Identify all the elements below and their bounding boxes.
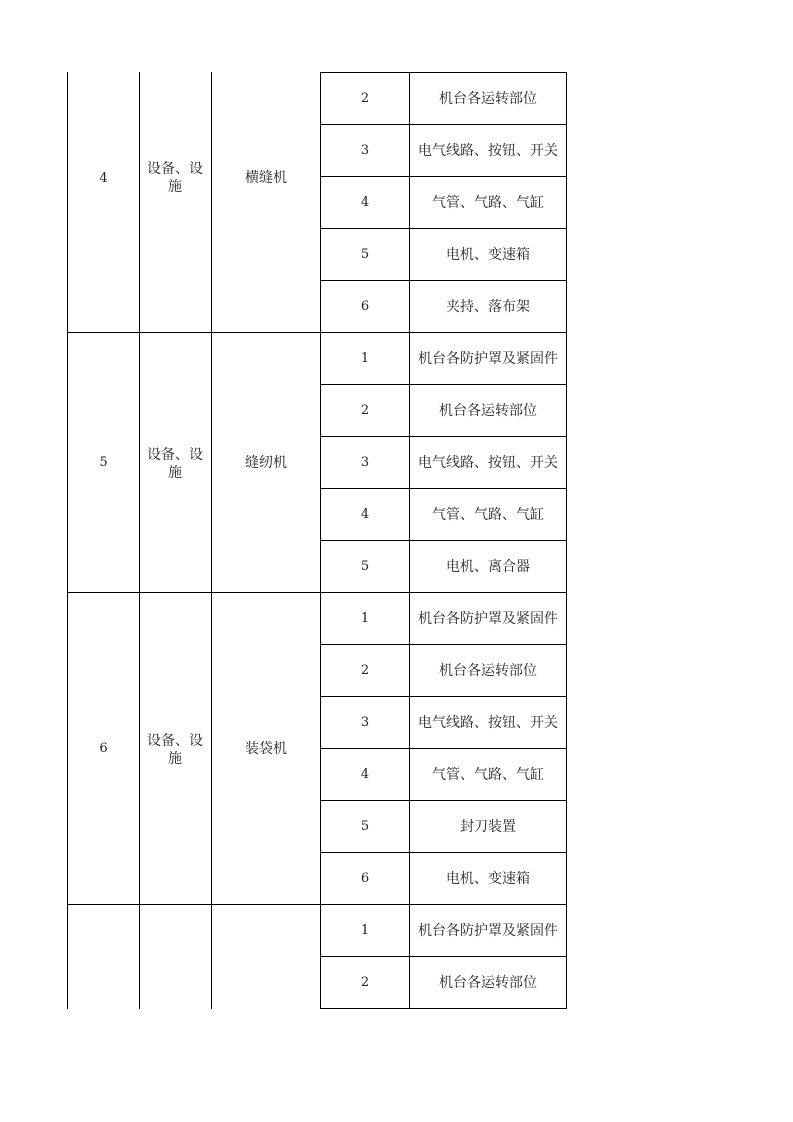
item-number: 5 [360,246,370,262]
item-name: 气管、气路、气缸 [432,194,544,211]
item-number: 2 [360,662,370,678]
item-name: 封刀装置 [460,818,516,835]
group-number: 6 [99,741,108,756]
item-number: 1 [360,350,370,366]
item-number: 4 [360,766,370,782]
equipment-name: 装袋机 [245,741,287,757]
item-number: 1 [360,922,370,938]
group-category [145,730,205,770]
left-border [67,72,68,1009]
category-text: 设备、设 [147,447,203,463]
item-number: 2 [360,974,370,990]
bottom-border [320,1008,567,1009]
item-name: 电气线路、按钮、开关 [418,142,558,159]
item-name: 机台各防护罩及紧固件 [418,350,558,367]
item-number: 3 [360,714,370,730]
item-number: 6 [360,870,370,886]
item-name: 机台各运转部位 [439,974,537,991]
equipment-name: 缝纫机 [245,455,287,471]
group-category [145,158,205,198]
category-text: 施 [168,465,182,481]
item-name: 机台各运转部位 [439,90,537,107]
item-number: 1 [360,610,370,626]
item-name: 机台各防护罩及紧固件 [418,610,558,627]
group-number: 5 [99,455,108,470]
category-text: 设备、设 [147,161,203,177]
item-name: 夹持、落布架 [446,298,530,315]
column-divider [211,72,212,1009]
item-number: 3 [360,142,370,158]
item-number: 2 [360,402,370,418]
item-number: 6 [360,298,370,314]
item-name: 气管、气路、气缸 [432,506,544,523]
item-name: 电气线路、按钮、开关 [418,714,558,731]
item-number: 5 [360,558,370,574]
equipment-name: 横缝机 [245,170,287,186]
item-name: 电机、变速箱 [446,246,530,263]
item-name: 电机、变速箱 [446,870,530,887]
item-name: 机台各防护罩及紧固件 [418,922,558,939]
item-number: 5 [360,818,370,834]
item-name: 机台各运转部位 [439,662,537,679]
item-name: 电机、离合器 [446,558,530,575]
column-divider [139,72,140,1009]
item-number: 3 [360,454,370,470]
item-name: 机台各运转部位 [439,402,537,419]
category-text: 施 [168,751,182,767]
category-text: 施 [168,179,182,195]
item-number: 2 [360,90,370,106]
item-name: 气管、气路、气缸 [432,766,544,783]
item-number: 4 [360,194,370,210]
group-number: 4 [99,171,108,186]
group-category [145,444,205,484]
item-number: 4 [360,506,370,522]
category-text: 设备、设 [147,733,203,749]
item-name: 电气线路、按钮、开关 [418,454,558,471]
